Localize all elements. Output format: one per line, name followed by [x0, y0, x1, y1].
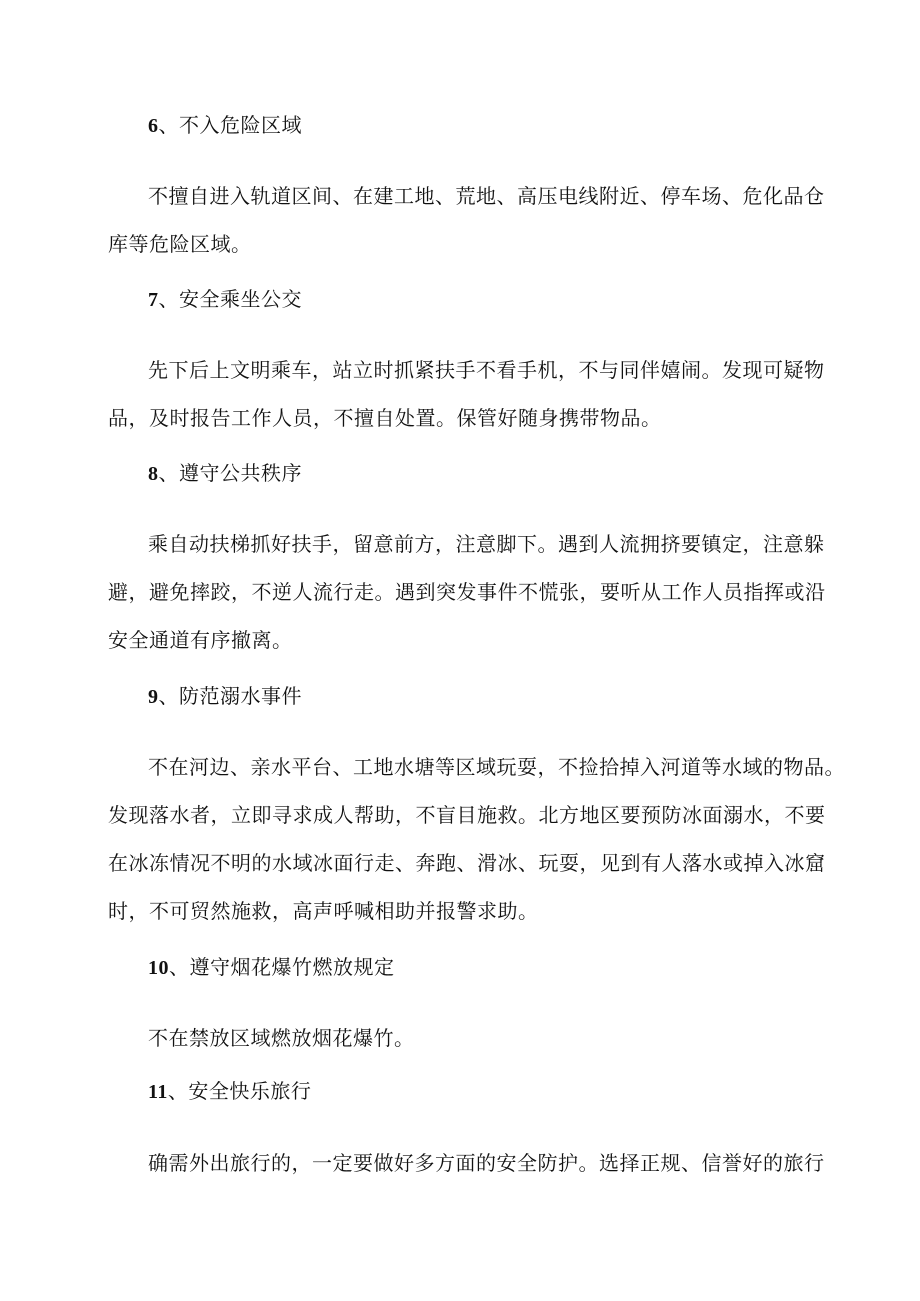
section-heading-10	[148, 954, 395, 981]
section-number: 6	[148, 115, 159, 137]
paragraph-line: 不在禁放区域燃放烟花爆竹。	[148, 1026, 415, 1050]
paragraph-line: 在冰冻情况不明的水域冰面行走、奔跑、滑冰、玩耍，见到有人落水或掉入冰窟	[108, 851, 826, 875]
paragraph-line: 发现落水者，立即寻求成人帮助，不盲目施救。北方地区要预防冰面溺水，不要	[108, 803, 826, 827]
section-heading-8	[148, 460, 302, 487]
section-number: 11	[148, 1081, 168, 1103]
paragraph-line: 乘自动扶梯抓好扶手，留意前方，注意脚下。遇到人流拥挤要镇定，注意躲	[148, 532, 825, 556]
section-heading-9	[148, 683, 302, 710]
paragraph-line: 安全通道有序撤离。	[108, 628, 293, 652]
paragraph-line: 品，及时报告工作人员，不擅自处置。保管好随身携带物品。	[108, 406, 662, 430]
paragraph-line: 先下后上文明乘车，站立时抓紧扶手不看手机，不与同伴嬉闹。发现可疑物	[148, 358, 825, 382]
section-title: 、不入危险区域	[158, 113, 302, 137]
section-heading-7	[148, 286, 302, 313]
paragraph-line: 不在河边、亲水平台、工地水塘等区域玩耍，不捡拾掉入河道等水域的物品。	[148, 755, 845, 779]
section-number: 9	[148, 686, 159, 708]
section-heading-11	[148, 1078, 311, 1105]
section-title: 、遵守公共秩序	[158, 461, 302, 485]
paragraph-line: 时，不可贸然施救，高声呼喊相助并报警求助。	[108, 899, 539, 923]
section-number: 8	[148, 463, 159, 485]
section-title: 、安全快乐旅行	[167, 1079, 312, 1103]
section-title: 、遵守烟花爆竹燃放规定	[169, 955, 395, 979]
section-number: 7	[148, 289, 159, 311]
paragraph-line: 确需外出旅行的，一定要做好多方面的安全防护。选择正规、信誉好的旅行	[148, 1151, 825, 1175]
paragraph-line: 库等危险区域。	[108, 232, 252, 256]
section-heading-6	[148, 112, 302, 139]
section-title: 、防范溺水事件	[158, 684, 302, 708]
section-title: 、安全乘坐公交	[158, 287, 302, 311]
section-number: 10	[148, 957, 169, 979]
paragraph-line: 不擅自进入轨道区间、在建工地、荒地、高压电线附近、停车场、危化品仓	[148, 184, 825, 208]
paragraph-line: 避，避免摔跤，不逆人流行走。遇到突发事件不慌张，要听从工作人员指挥或沿	[108, 580, 826, 604]
